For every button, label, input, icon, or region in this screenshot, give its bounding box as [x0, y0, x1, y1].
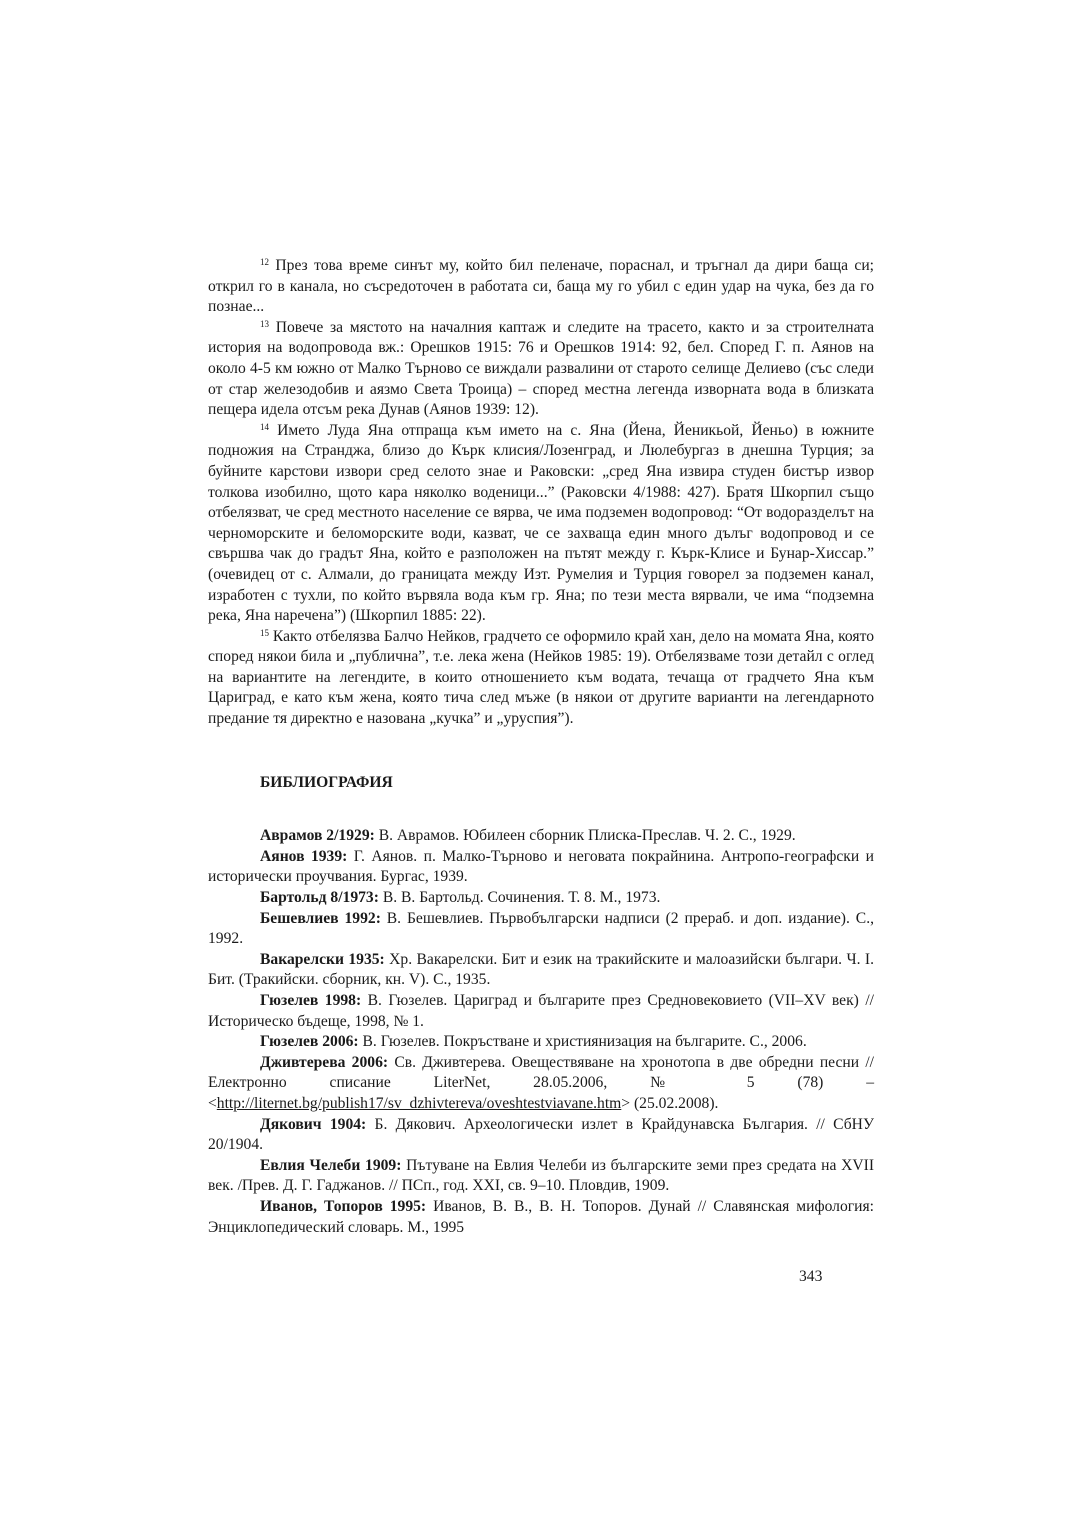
footnote-text: Името Луда Яна отпраща към името на с. Яна (Йена, Йеникьой, Йеньо) в южните подножия на Странджа, близо до Кърк клисия/Лозенград, и Люлебургаз в днешна Турция; за буйните карстови извори сред селото знае и Раковски: „сред Яна извира студен бистър извор толкова изобилно, щото кара няколко воденици...” (Раковски 4/1988: 427). Братя Шкорпил също отбелязват, че сред местното население се вярва, че има подземен водопровод: “От водоразделът на черноморските и беломорските води, казват, че се захваща един много дълъг водопровод и се свършва чак до градът Яна, който е разположен на пътят между г. Кърк-Клисе и Бунар-Хиссар.” (очевидец от с. Алмали, до границата между Изт. Румелия и Турция говорел за подземен канал, изработен с тухли, по който вървяла вода към гр. Яна; по тези места вярвали, че има “подземна река, Яна наречена”) (Шкорпил 1885: 22). — [208, 421, 874, 625]
bibliography-entry — [208, 1197, 874, 1238]
bibliography-text: Хр. Вакарелски. Бит и език на тракийските и малоазийски българи. Ч. І. Бит. (Тракийски. сборник, кн. V). С., 1935. — [208, 950, 874, 989]
footnote-text: Повече за мястото на началния каптаж и следите на трасето, както и за строителната история на водопровода вж.: Орешков 1915: 76 и Орешков 1914: 92, бел. Според Г. п. Аянов на около 4-5 км южно от Малко Търново се виждали развалини от старото селище Делиево (със следи от стар железодобив и аязмо Света Троица) – според местна легенда изворната вода в близката пещера идела отсъм река Дунав (Аянов 1939: 12). — [208, 318, 875, 419]
footnote-12 — [208, 256, 874, 318]
page-body — [208, 256, 874, 1238]
bibliography-text: Б. Дякович. Археологически излет в Крайдунавска България. // СбНУ 20/1904. — [208, 1115, 874, 1154]
bibliography-key: Аянов 1939: — [260, 847, 348, 865]
bibliography-text: Пътуване на Евлия Челеби из българските земи през средата на XVII век. /Прев. Д. Г. Гаджанов. // ПСп., год. XXI, св. 9–10. Пловдив, 1909. — [208, 1156, 875, 1195]
bibliography-text: В. В. Бартольд. Сочинения. Т. 8. М., 1973. — [378, 889, 661, 907]
bibliography-key: Аврамов 2/1929: — [260, 827, 375, 845]
bibliography-list — [208, 826, 874, 1238]
bibliography-entry — [208, 1053, 874, 1115]
bibliography-text: Г. Аянов. п. Малко-Търново и неговата покрайнина. Антропо-географски и исторически проучвания. Бургас, 1939. — [208, 847, 874, 886]
bibliography-heading: БИБЛИОГРАФИЯ — [260, 773, 393, 791]
bibliography-key: Гюзелев 1998: — [260, 992, 362, 1009]
bibliography-entry — [208, 991, 874, 1032]
bibliography-key: Евлия Челеби 1909: — [260, 1156, 402, 1174]
bibliography-text: В. Гюзелев. Покръстване и християнизация на българите. С., 2006. — [358, 1033, 807, 1051]
bibliography-text: В. Аврамов. Юбилеен сборник Плиска-Преслав. Ч. 2. С., 1929. — [374, 827, 796, 845]
footnote-text: През това време синът му, който бил пеленаче, пораснал, и тръгнал да дири баща си; открил го в канала, но съсредоточен в работата си, баща му го убил с един удар на чука, без да го познае... — [208, 257, 874, 316]
footnote-14 — [208, 421, 874, 627]
bibliography-entry — [208, 1156, 874, 1197]
bibliography-entry — [208, 847, 874, 888]
bibliography-text: Иванов, В. В., В. Н. Топоров. Дунай // Славянская мифология: Энциклопедический словарь. М., 1995 — [208, 1197, 874, 1236]
footnote-number: 15 — [260, 627, 269, 638]
page-number: 343 — [799, 1268, 823, 1285]
bibliography-key: Бартольд 8/1973: — [260, 889, 379, 907]
footnote-15 — [208, 627, 874, 730]
liternet-link[interactable]: http://liternet.bg/publish17/sv_dzhivtereva/oveshtestviavane.htm — [216, 1094, 622, 1112]
bibliography-key: Бешевлиев 1992: — [260, 909, 381, 927]
bibliography-text: Св. Дживтерева. Овеществяване на хронотопа в две обредни песни // Електронно списание LiterNet, 28.05.2006, № 5 (78) – < — [208, 1053, 875, 1112]
bibliography-entry — [208, 826, 874, 847]
bibliography-text: В. Гюзелев. Цариград и българите през Средновековието (VII–XV век) // Историческо бъдеще, 1998, № 1. — [208, 992, 874, 1030]
footnote-13 — [208, 318, 874, 421]
bibliography-key: Дживтерева 2006: — [260, 1053, 389, 1071]
footnote-text: Както отбелязва Балчо Нейков, градчето се оформило край хан, дело на момата Яна, която според някои била и „публична”, т.е. лека жена (Нейков 1985: 19). Отбелязваме този детайл с оглед на вариантите на легендите, в които отношението към водата, течаща от градчето Яна към Цариград, е като към жена, която тича след мъже (в някои от другите варианти на легендарното предание тя директно е назована „кучка” и „уруспия”). — [208, 627, 874, 728]
footnote-number: 14 — [260, 421, 269, 432]
footnote-number: 13 — [260, 318, 269, 329]
bibliography-key: Иванов, Топоров 1995: — [260, 1197, 427, 1215]
bibliography-text-after: > (25.02.2008). — [621, 1094, 719, 1112]
bibliography-key: Гюзелев 2006: — [260, 1033, 359, 1051]
bibliography-entry — [208, 1032, 874, 1053]
bibliography-entry — [208, 909, 874, 950]
footnote-number: 12 — [260, 257, 269, 267]
bibliography-entry — [208, 1115, 874, 1156]
bibliography-text: В. Бешевлиев. Първобългарски надписи (2 прераб. и доп. издание). С., 1992. — [208, 909, 874, 948]
bibliography-entry — [208, 950, 874, 991]
bibliography-key: Вакарелски 1935: — [260, 950, 385, 968]
bibliography-key: Дякович 1904: — [260, 1115, 367, 1133]
bibliography-entry — [208, 888, 874, 909]
